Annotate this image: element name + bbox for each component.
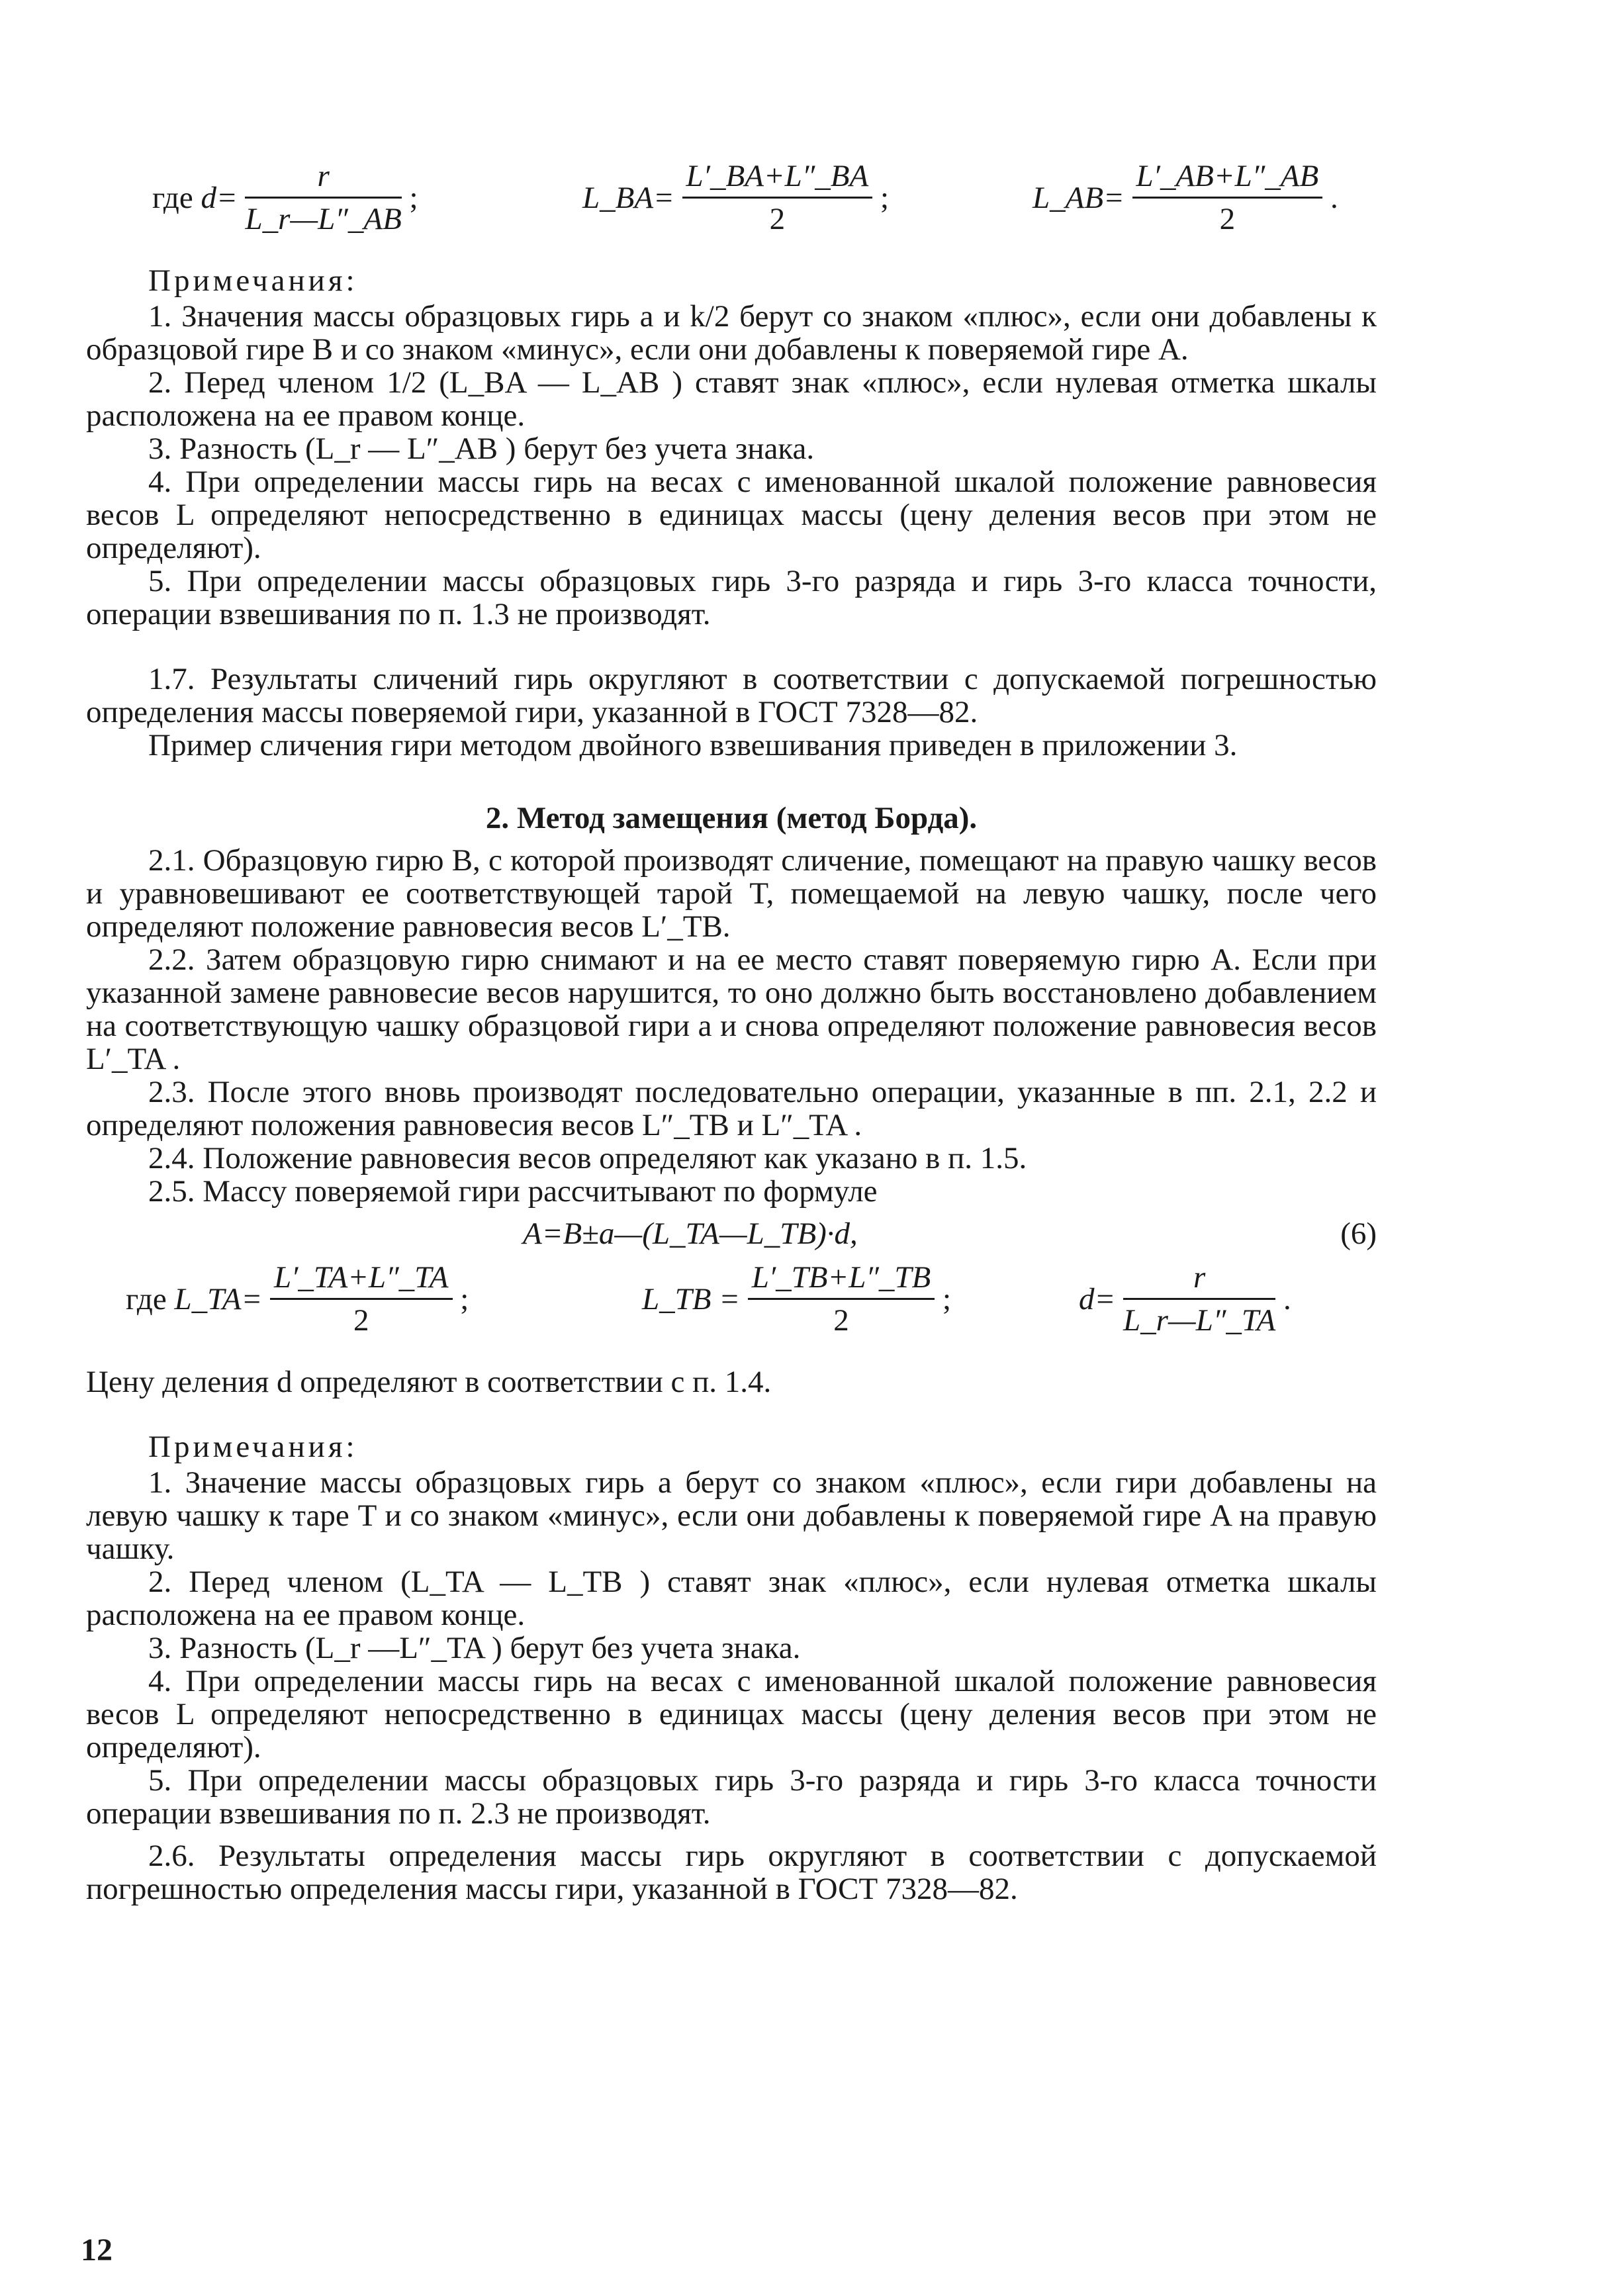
formula-lba bbox=[582, 156, 889, 255]
d-numerator: r bbox=[245, 156, 401, 199]
note-item: 4. При определении массы гирь на весах с именованной шкалой положение равновесия весов L определяют непосредственно в единицах массы (цену деления весов при этом не определяют). bbox=[86, 465, 1377, 565]
separator: ; bbox=[460, 1281, 469, 1316]
lta-fraction bbox=[270, 1257, 453, 1341]
formula-number: (6) bbox=[1340, 1217, 1377, 1251]
formula-lta bbox=[126, 1257, 469, 1356]
lab-numerator: L′_AB+L″_AB bbox=[1132, 156, 1323, 199]
d-lhs: d= bbox=[201, 180, 238, 215]
lba-numerator: L′_BA+L″_BA bbox=[682, 156, 873, 199]
section-heading: 2. Метод замещения (метод Борда). bbox=[485, 801, 978, 835]
d-denominator: L_r—L″_TA bbox=[1123, 1303, 1276, 1338]
note-item: 3. Разность (L_r — L″_AB ) берут без учета знака. bbox=[148, 432, 815, 466]
paragraph-2-3: 2.3. После этого вновь производят последовательно операции, указанные в пп. 2.1, 2.2 и определяют положения равновесия весов L″_TB и L″_TA . bbox=[86, 1075, 1377, 1142]
page-number: 12 bbox=[81, 2232, 113, 2268]
paragraph-2-1: 2.1. Образцовую гирю B, с которой производят сличение, помещают на правую чашку весов и уравновешивают ее соответствующей тарой T, помещаемой на левую чашку, после чего определяют положение равновесия весов L′_TB. bbox=[86, 843, 1377, 944]
formula-ltb bbox=[642, 1257, 951, 1356]
lab-denominator: 2 bbox=[1219, 202, 1236, 236]
formula-row-2 bbox=[86, 1257, 1377, 1356]
note-item: 1. Значение массы образцовых гирь a берут со знаком «плюс», если гири добавлены на левую чашку к таре T и со знаком «минус», если они добавлены к поверяемой гире A на правую чашку. bbox=[86, 1465, 1377, 1566]
formula-6 bbox=[86, 1217, 1377, 1257]
lba-lhs: L_BA= bbox=[582, 180, 674, 215]
separator: ; bbox=[409, 180, 418, 215]
where-label: где bbox=[152, 180, 193, 215]
note-item: 2. Перед членом 1/2 (L_BA — L_AB ) ставят знак «плюс», если нулевая отметка шкалы расположена на ее правом конце. bbox=[86, 365, 1377, 433]
lba-denominator: 2 bbox=[769, 202, 786, 236]
division-price-text: Цену деления d определяют в соответствии с п. 1.4. bbox=[86, 1365, 772, 1399]
d-denominator: L_r—L″_AB bbox=[245, 202, 402, 236]
d-fraction bbox=[245, 156, 401, 240]
d-lhs: d= bbox=[1079, 1281, 1116, 1316]
d-numerator: r bbox=[1123, 1257, 1275, 1300]
separator: ; bbox=[942, 1281, 952, 1316]
note-item: 3. Разность (L_r —L″_TA ) берут без учета знака. bbox=[148, 1631, 801, 1665]
formula-d bbox=[152, 156, 418, 255]
paragraph-2-2: 2.2. Затем образцовую гирю снимают и на ее место ставят поверяемую гирю A. Если при указанной замене равновесие весов нарушится, то оно должно быть восстановлено добавлением на соответствующую чашку образцовой гири a и снова определяют положение равновесия весов L′_TA . bbox=[86, 942, 1377, 1076]
paragraph-2-5: 2.5. Массу поверяемой гири рассчитывают по формуле bbox=[148, 1174, 878, 1209]
formula-expression: A=B±a—(L_TA—L_TB)·d, bbox=[523, 1217, 858, 1251]
lta-numerator: L′_TA+L″_TA bbox=[270, 1257, 453, 1300]
note-item: 1. Значения массы образцовых гирь a и k/2 берут со знаком «плюс», если они добавлены к образцовой гире B и со знаком «минус», если они добавлены к поверяемой гире A. bbox=[86, 299, 1377, 367]
note-item: 2. Перед членом (L_TA — L_TB ) ставят знак «плюс», если нулевая отметка шкалы расположена на ее правом конце. bbox=[86, 1565, 1377, 1632]
ltb-lhs: L_TB = bbox=[642, 1281, 740, 1316]
note-item: 5. При определении массы образцовых гирь 3-го разряда и гирь 3-го класса точности операции взвешивания по п. 2.3 не производят. bbox=[86, 1763, 1377, 1831]
formula-lab bbox=[1033, 156, 1338, 255]
lta-denominator: 2 bbox=[353, 1303, 369, 1338]
note-item: 5. При определении массы образцовых гирь 3-го разряда и гирь 3-го класса точности, операции взвешивания по п. 1.3 не производят. bbox=[86, 564, 1377, 631]
page-body bbox=[86, 156, 1377, 1906]
lta-lhs: L_TA= bbox=[174, 1281, 263, 1316]
formula-row-1 bbox=[86, 156, 1377, 255]
separator: ; bbox=[880, 180, 890, 215]
ltb-numerator: L′_TB+L″_TB bbox=[748, 1257, 935, 1300]
notes-heading: Примечания: bbox=[148, 263, 358, 298]
ltb-fraction bbox=[748, 1257, 935, 1341]
paragraph-2-6: 2.6. Результаты определения массы гирь округляют в соответствии с допускаемой погрешностью определения массы гири, указанной в ГОСТ 7328—82. bbox=[86, 1839, 1377, 1906]
formula-d2 bbox=[1079, 1257, 1291, 1356]
paragraph-example: Пример сличения гири методом двойного взвешивания приведен в приложении 3. bbox=[148, 728, 1238, 762]
ltb-denominator: 2 bbox=[833, 1303, 849, 1338]
note-item: 4. При определении массы гирь на весах с именованной шкалой положение равновесия весов L определяют непосредственно в единицах массы (цену деления весов при этом не определяют). bbox=[86, 1664, 1377, 1765]
paragraph-1-7: 1.7. Результаты сличений гирь округляют в соответствии с допускаемой погрешностью определения массы поверяемой гири, указанной в ГОСТ 7328—82. bbox=[86, 662, 1377, 729]
where-label: где bbox=[126, 1281, 167, 1316]
lba-fraction bbox=[682, 156, 873, 240]
paragraph-2-4: 2.4. Положение равновесия весов определяют как указано в п. 1.5. bbox=[148, 1141, 1027, 1175]
lab-lhs: L_AB= bbox=[1033, 180, 1125, 215]
end-period: . bbox=[1283, 1281, 1291, 1316]
lab-fraction bbox=[1132, 156, 1323, 240]
d-fraction bbox=[1123, 1257, 1275, 1341]
end-period: . bbox=[1330, 180, 1338, 215]
notes-heading: Примечания: bbox=[148, 1430, 358, 1464]
